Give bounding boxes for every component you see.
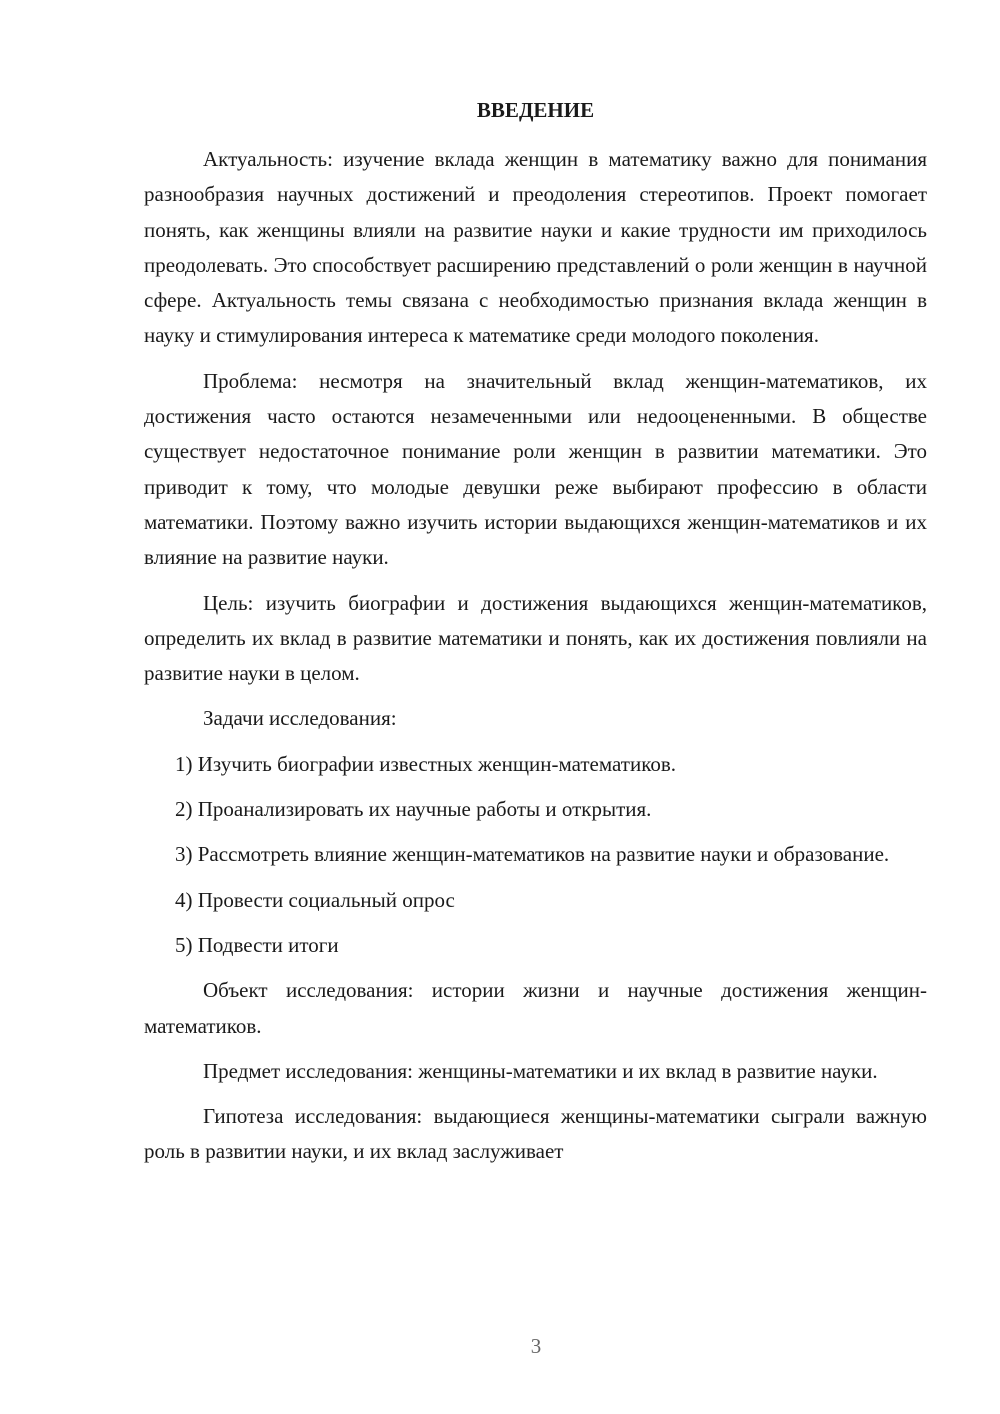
section-heading: ВВЕДЕНИЕ [476, 98, 595, 122]
object-paragraph: Объект исследования: истории жизни и научные достижения женщин-математиков. [144, 978, 927, 1038]
task-item-3: 3) Рассмотреть влияние женщин-математиков на развитие науки и образование. [175, 842, 890, 867]
problem-paragraph: Проблема: несмотря на значительный вклад женщин-математиков, их достижения часто остаются незамеченными или недооцененными. В обществе существует недостаточное понимание роли женщин в развитии математики. Это приводит к тому, что молодые девушки реже выбирают профессию в области математики. Поэтому важно изучить истории выдающихся женщин-математиков и их влияние на развитие науки. [144, 368, 927, 570]
document-page [144, 96, 927, 1180]
subject-paragraph: Предмет исследования: женщины-математики и их вклад в развитие науки. [203, 1058, 878, 1083]
task-item-1: 1) Изучить биографии известных женщин-математиков. [175, 751, 677, 776]
relevance-paragraph: Актуальность: изучение вклада женщин в математику важно для понимания разнообразия научных достижений и преодоления стереотипов. Проект помогает понять, как женщины влияли на развитие науки и какие трудности им приходилось преодолевать. Это способствует расширению представлений о роли женщин в научной сфере. Актуальность темы связана с необходимостью признания вклада женщин в науку и стимулирования интереса к математике среди молодого поколения. [144, 147, 927, 348]
page-number: 3 [530, 1334, 542, 1358]
hypothesis-paragraph: Гипотеза исследования: выдающиеся женщины-математики сыграли важную роль в развитии науки, и их вклад заслуживает [144, 1104, 927, 1164]
task-item-4: 4) Провести социальный опрос [175, 887, 455, 912]
tasks-intro: Задачи исследования: [203, 706, 397, 731]
task-item-2: 2) Проанализировать их научные работы и открытия. [175, 797, 652, 822]
goal-paragraph: Цель: изучить биографии и достижения выдающихся женщин-математиков, определить их вклад в развитие математики и понять, как их достижения повлияли на развитие науки в целом. [144, 590, 927, 686]
task-item-5: 5) Подвести итоги [175, 932, 339, 957]
